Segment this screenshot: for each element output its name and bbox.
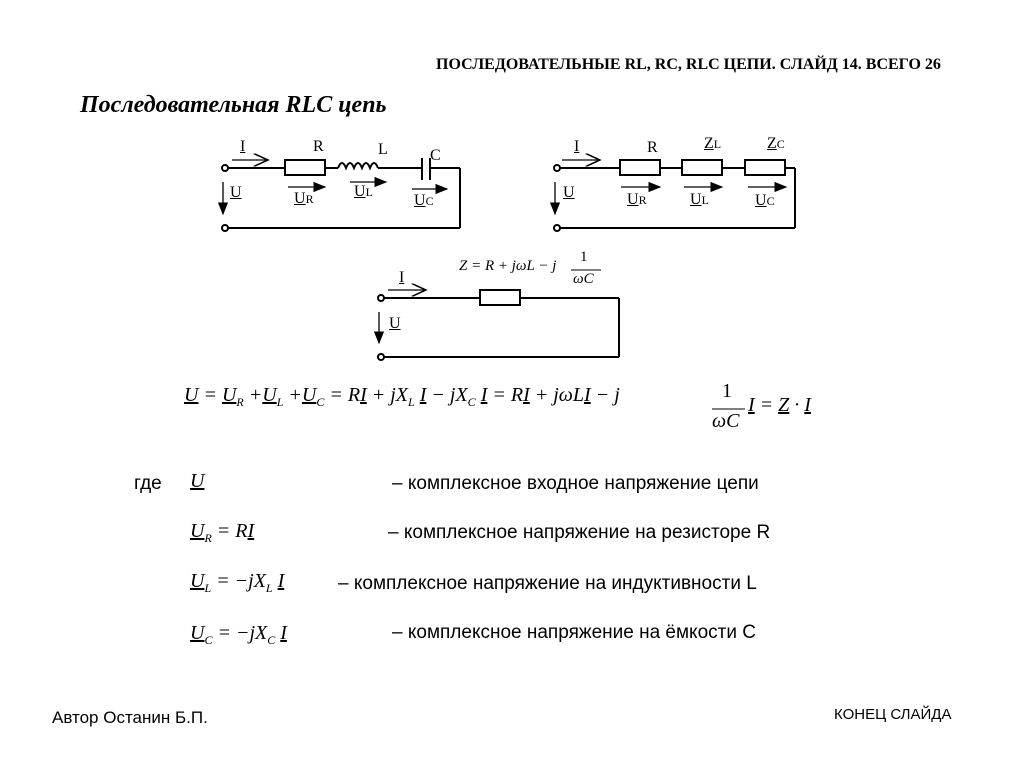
current-label-2: I: [574, 138, 580, 155]
inductor-label: L: [378, 141, 388, 158]
resistor-label-2: R: [647, 139, 658, 156]
main-eq-den: ωC: [712, 410, 740, 432]
impedance-formula-den: ωC: [573, 271, 594, 287]
voltage-label: U: [230, 184, 242, 201]
voltage-label-2: U: [563, 184, 575, 201]
zc-label: ZC: [767, 135, 785, 152]
main-eq-tail: I = Z · I: [748, 394, 811, 416]
impedance-formula: Z = R + jωL − j: [459, 258, 557, 274]
ul-formula: $U_L = -jX_L$ I: [190, 570, 285, 595]
footer-end-slide: КОНЕЦ СЛАЙДА: [834, 706, 952, 723]
u-description: – комплексное входное напряжение цепи: [392, 473, 759, 494]
main-equation: $U = U_R +U_L +U_C$ = RI + $jX_L$ $I - jX_C$ I = RI + jωLI − j: [184, 384, 620, 409]
zl-label: ZL: [704, 135, 722, 152]
footer-author: Автор Останин Б.П.: [52, 708, 208, 727]
ur-formula: $U_R$ = RI: [190, 520, 255, 545]
u-symbol: U: [190, 470, 205, 492]
ul-label-2: UL: [690, 191, 709, 208]
main-eq-num: 1: [722, 380, 732, 402]
voltage-label-3: U: [389, 315, 401, 332]
slide-title: Последовательная RLC цепь: [80, 92, 387, 118]
resistor-symbol: [285, 160, 325, 175]
resistor-label: R: [313, 138, 324, 155]
ur-label: UR: [294, 190, 314, 207]
impedance-formula-num: 1: [580, 249, 588, 265]
ul-description: – комплексное напряжение на индуктивности L: [338, 573, 757, 594]
uc-description: – комплексное напряжение на ёмкости С: [392, 622, 756, 643]
uc-label-2: UC: [755, 192, 775, 209]
uc-formula: $U_C = -jX_C$ I: [190, 622, 287, 647]
current-label: I: [240, 138, 246, 155]
ur-label-2: UR: [627, 191, 647, 208]
where-label: где: [134, 473, 162, 494]
circuit-equivalent: [378, 290, 619, 360]
capacitor-label: C: [430, 147, 441, 164]
slide-header: ПОСЛЕДОВАТЕЛЬНЫЕ RL, RC, RLC ЦЕПИ. СЛАЙД 14. ВСЕГО 26: [436, 56, 941, 73]
current-label-3: I: [399, 269, 405, 286]
inductor-symbol: [338, 163, 378, 168]
uc-label: UC: [414, 192, 434, 209]
ul-label: UL: [354, 183, 373, 200]
ur-description: – комплексное напряжение на резисторе R: [388, 522, 771, 543]
